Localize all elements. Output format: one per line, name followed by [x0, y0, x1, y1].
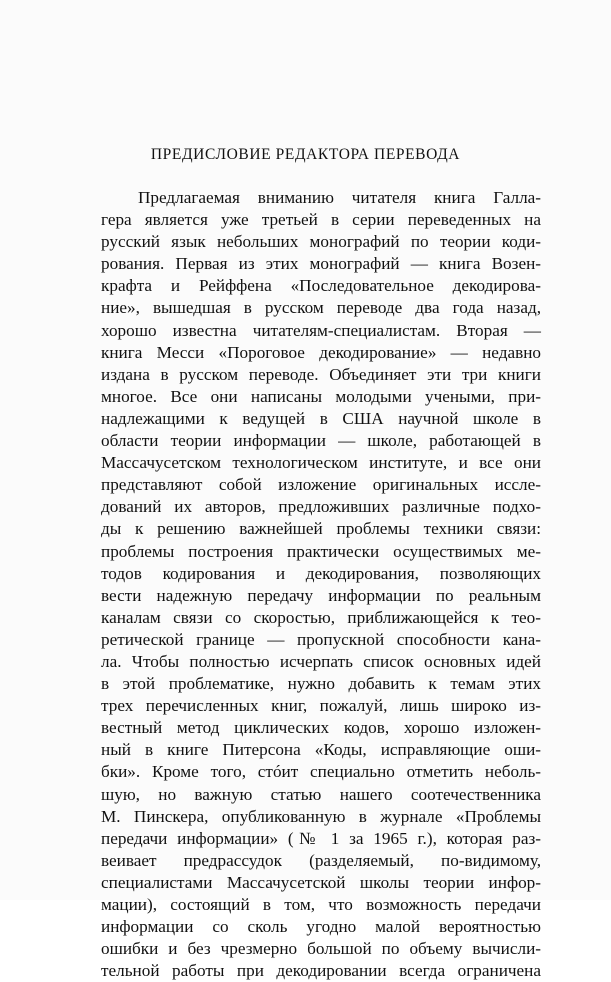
- text-line: информации со сколь угодно малой вероятностью: [101, 917, 541, 937]
- text-line: трех перечисленных книг, пожалуй, лишь широко из-: [101, 696, 541, 716]
- text-line: ние», вышедшая в русском переводе два года назад,: [101, 298, 541, 318]
- text-line: шую, но важную статью нашего соотечественника: [101, 784, 541, 804]
- text-line: ды к решению важнейшей проблемы техники связи:: [101, 519, 541, 539]
- text-line: издана в русском переводе. Объединяет эти три книги: [101, 364, 541, 384]
- text-line: ла. Чтобы полностью исчерпать список основных идей: [101, 651, 541, 671]
- text-line: области теории информации — школе, работающей в: [101, 431, 541, 451]
- text-line: Массачусетском технологическом институте, и все они: [101, 453, 541, 473]
- body-paragraph: [101, 187, 541, 982]
- text-line: рования. Первая из этих монографий — книга Возен-: [101, 254, 541, 274]
- text-line: веивает предрассудок (разделяемый, по-видимому,: [101, 850, 541, 870]
- text-line: Предлагаемая вниманию читателя книга Галла-: [138, 188, 541, 207]
- text-line: мации), состоящий в том, что возможность передачи: [101, 895, 541, 914]
- text-line: специалистами Массачусетской школы теории инфор-: [101, 872, 541, 892]
- text-line: русский язык небольших монографий по теории коди-: [101, 232, 541, 252]
- text-line: передачи информации» (№ 1 за 1965 г.), которая раз-: [101, 828, 541, 848]
- text-line: книга Месси «Пороговое декодирование» — недавно: [101, 342, 541, 362]
- text-line: проблемы построения практически осуществимых ме-: [101, 541, 541, 561]
- page-title: ПРЕДИСЛОВИЕ РЕДАКТОРА ПЕРЕВОДА: [150, 146, 461, 163]
- text-line: М. Пинскера, опубликованную в журнале «Проблемы: [101, 806, 541, 826]
- text-line: ретической границе — пропускной способности кана-: [101, 629, 541, 649]
- text-line: представляют собой изложение оригинальных иссле-: [101, 475, 541, 495]
- text-line: крафта и Рейффена «Последовательное декодирова-: [101, 276, 541, 296]
- text-line: тодов кодирования и декодирования, позволяющих: [101, 563, 541, 583]
- text-line: тельной работы при декодировании всегда ограничена: [101, 961, 541, 981]
- text-line: бки». Кроме того, стóит специально отметить неболь-: [101, 762, 541, 782]
- text-line: ный в книге Питерсона «Коды, исправляющие оши-: [101, 740, 541, 760]
- text-line: вестный метод циклических кодов, хорошо изложен-: [101, 718, 541, 738]
- text-line: многое. Все они написаны молодыми учеными, при-: [101, 386, 541, 406]
- text-line: в этой проблематике, нужно добавить к темам этих: [101, 674, 541, 694]
- text-line: ошибки и без чрезмерно большой по объему вычисли-: [101, 939, 541, 959]
- text-line: вести надежную передачу информации по реальным: [101, 585, 541, 605]
- text-line: надлежащими к ведущей в США научной школе в: [101, 408, 541, 428]
- text-line: гера является уже третьей в серии переведенных на: [101, 210, 541, 230]
- text-line: дований их авторов, предложивших различные подхо-: [101, 497, 541, 517]
- text-line: каналам связи со скоростью, приближающейся к тео-: [101, 607, 541, 627]
- text-line: хорошо известна читателям-специалистам. Вторая —: [101, 320, 541, 340]
